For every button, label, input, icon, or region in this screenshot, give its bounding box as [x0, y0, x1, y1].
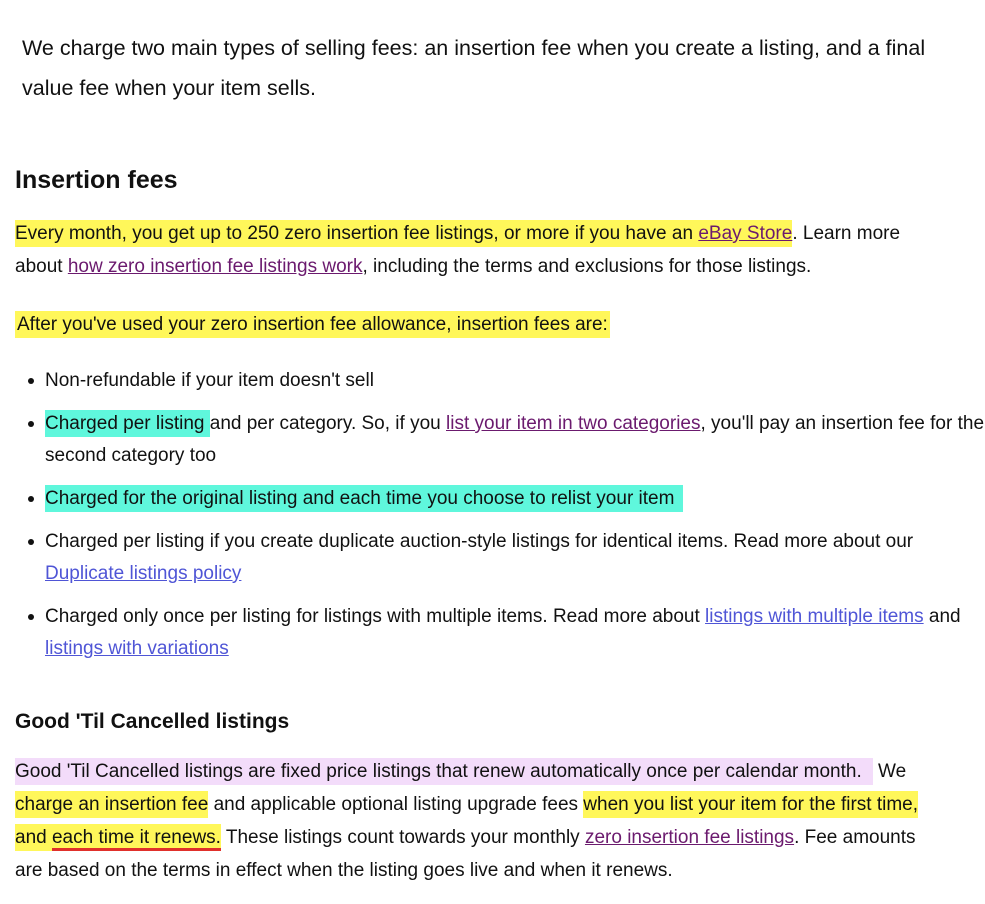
fee-amounts-text: . Fee amounts are based on the terms in effect when the listing goes live and when it renews. — [15, 827, 916, 881]
insertion-intro-paragraph — [15, 217, 935, 283]
duplicate-listings-text: Charged per listing if you create duplicate auction-style listings for identical items. Read more about our — [45, 531, 914, 552]
monthly-allowance-text: Every month, you get up to 250 zero insertion fee listings, or more if you have an — [15, 223, 699, 244]
list-item — [45, 526, 985, 590]
per-category-text: and per category. So, if you — [209, 413, 446, 434]
two-categories-link[interactable]: list your item in two categories — [446, 413, 701, 434]
variations-link[interactable]: listings with variations — [45, 638, 229, 659]
intro-text: We charge two main types of selling fees: an insertion fee when you create a listing, and a final value fee when your item sells. — [22, 36, 926, 100]
gtc-paragraph — [15, 755, 935, 887]
list-item — [45, 408, 985, 472]
insertion-fees-heading: Insertion fees — [15, 166, 178, 194]
upgrade-fees-text: and applicable optional listing upgrade fees — [208, 794, 584, 815]
duplicate-listings-policy-link[interactable]: Duplicate listings policy — [45, 563, 242, 584]
highlight-yellow: charge an insertion fee — [15, 791, 208, 818]
highlight-lavender: Good 'Til Cancelled listings are fixed price listings that renew automatically once per calendar month. — [15, 758, 873, 785]
list-item — [45, 483, 985, 515]
ebay-store-link[interactable]: eBay Store — [698, 223, 793, 244]
learn-more-text: . Learn more about — [15, 223, 901, 277]
renews-underlined-text: each time it renews. — [52, 827, 221, 851]
list-item — [45, 601, 985, 665]
and-text: and — [923, 606, 961, 627]
highlight-yellow — [15, 220, 792, 247]
list-item — [45, 365, 985, 397]
highlight-teal: Charged for the original listing and each time you choose to relist your item — [45, 485, 683, 512]
non-refundable-text: Non-refundable if your item doesn't sell — [45, 370, 374, 391]
we-text: We — [872, 761, 907, 782]
highlight-yellow: After you've used your zero insertion fee allowance, insertion fees are: — [15, 311, 610, 338]
highlight-teal: Charged per listing — [45, 410, 210, 437]
gtc-heading: Good 'Til Cancelled listings — [15, 710, 290, 733]
count-towards-text: These listings count towards your monthly — [220, 827, 585, 848]
zero-fee-listings-link[interactable]: how zero insertion fee listings work — [67, 256, 363, 277]
intro-paragraph — [22, 28, 932, 108]
terms-text: , including the terms and exclusions for those listings. — [362, 256, 812, 277]
multiple-items-text: Charged only once per listing for listings with multiple items. Read more about — [45, 606, 706, 627]
second-category-text: , you'll pay an insertion fee for the second category too — [45, 413, 985, 466]
zero-insertion-fee-listings-link[interactable]: zero insertion fee listings — [584, 827, 795, 848]
allowance-paragraph — [15, 308, 935, 341]
multiple-items-link[interactable]: listings with multiple items — [705, 606, 924, 627]
first-time-text: when you list your item for the first time, and — [15, 794, 919, 848]
insertion-fee-list — [0, 365, 985, 676]
